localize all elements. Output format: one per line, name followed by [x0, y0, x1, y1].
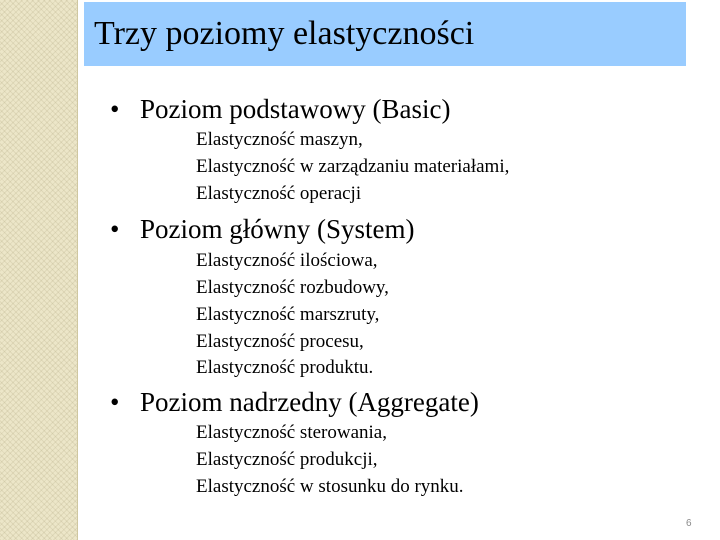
list-item: Elastyczność rozbudowy,: [196, 277, 389, 298]
list-item: Elastyczność w stosunku do rynku.: [196, 476, 464, 497]
bullet-icon: •: [110, 214, 120, 244]
slide-title: Trzy poziomy elastyczności: [94, 15, 475, 52]
list-item: Elastyczność w zarządzaniu materiałami,: [196, 156, 510, 177]
list-item: Elastyczność marszruty,: [196, 304, 380, 325]
page-number: 6: [686, 518, 692, 529]
bullet-icon: •: [110, 94, 120, 124]
section-heading-system: [110, 214, 415, 244]
bullet-icon: •: [110, 387, 120, 417]
list-item: Elastyczność produktu.: [196, 357, 374, 378]
list-item: Elastyczność ilościowa,: [196, 250, 378, 271]
section-heading-basic: [110, 94, 450, 124]
list-item: Elastyczność operacji: [196, 183, 362, 204]
section-heading-aggregate: [110, 387, 479, 417]
list-item: Elastyczność sterowania,: [196, 422, 387, 443]
decorative-side-strip: [0, 0, 78, 540]
list-item: Elastyczność procesu,: [196, 331, 364, 352]
list-item: Elastyczność maszyn,: [196, 129, 363, 150]
list-item: Elastyczność produkcji,: [196, 449, 378, 470]
section-heading-text: Poziom główny (System): [140, 214, 415, 244]
section-heading-text: Poziom nadrzedny (Aggregate): [140, 387, 479, 417]
section-heading-text: Poziom podstawowy (Basic): [140, 94, 451, 124]
